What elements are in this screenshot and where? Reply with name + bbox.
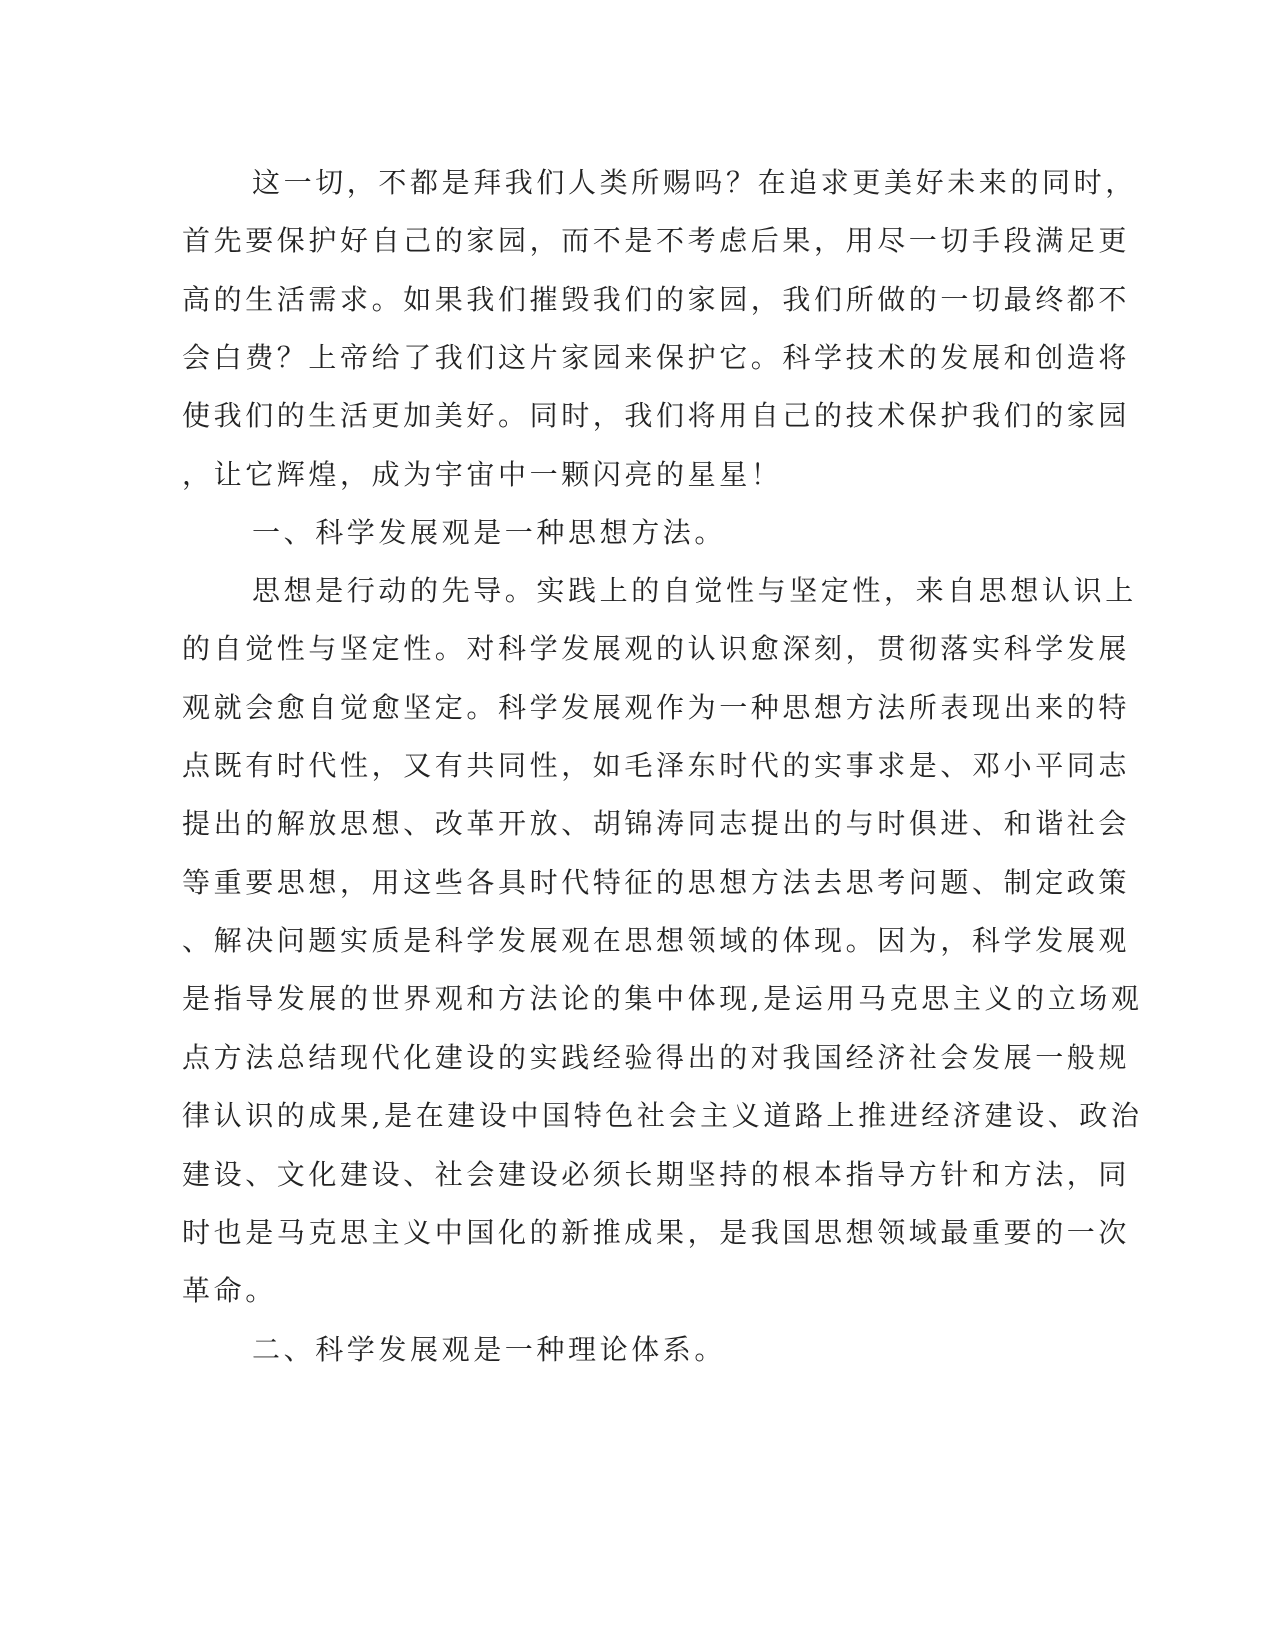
paragraph-1-line: 会白费？上帝给了我们这片家园来保护它。科学技术的发展和创造将 (182, 341, 1131, 374)
paragraph-2-line: 的自觉性与坚定性。对科学发展观的认识愈深刻，贯彻落实科学发展 (182, 632, 1131, 665)
paragraph-2-line: 、解决问题实质是科学发展观在思想领域的体现。因为，科学发展观 (182, 924, 1131, 957)
paragraph-2-line: 等重要思想，用这些各具时代特征的思想方法去思考问题、制定政策 (182, 866, 1131, 899)
section-heading-2: 二、科学发展观是一种理论体系。 (252, 1333, 727, 1366)
paragraph-2-line: 革命。 (182, 1274, 277, 1307)
paragraph-1-line: ，让它辉煌，成为宇宙中一颗闪亮的星星！ (182, 458, 783, 491)
paragraph-2-line: 是指导发展的世界观和方法论的集中体现,是运用马克思主义的立场观 (182, 982, 1143, 1015)
paragraph-1-line: 高的生活需求。如果我们摧毁我们的家园，我们所做的一切最终都不 (182, 283, 1131, 316)
paragraph-2-line: 时也是马克思主义中国化的新推成果，是我国思想领域最重要的一次 (182, 1216, 1131, 1249)
paragraph-1-line: 这一切，不都是拜我们人类所赐吗？在追求更美好未来的同时， (252, 166, 1137, 199)
paragraph-2-line: 提出的解放思想、改革开放、胡锦涛同志提出的与时俱进、和谐社会 (182, 807, 1131, 840)
paragraph-1-line: 使我们的生活更加美好。同时，我们将用自己的技术保护我们的家园 (182, 399, 1131, 432)
paragraph-1-line: 首先要保护好自己的家园，而不是不考虑后果，用尽一切手段满足更 (182, 224, 1131, 257)
paragraph-2-line: 律认识的成果,是在建设中国特色社会主义道路上推进经济建设、政治 (182, 1099, 1143, 1132)
section-heading-1: 一、科学发展观是一种思想方法。 (252, 516, 727, 549)
paragraph-2-line: 建设、文化建设、社会建设必须长期坚持的根本指导方针和方法，同 (182, 1158, 1131, 1191)
paragraph-2-line: 点既有时代性，又有共同性，如毛泽东时代的实事求是、邓小平同志 (182, 749, 1131, 782)
paragraph-2-line: 点方法总结现代化建设的实践经验得出的对我国经济社会发展一般规 (182, 1041, 1131, 1074)
paragraph-2-line: 思想是行动的先导。实践上的自觉性与坚定性，来自思想认识上 (252, 574, 1137, 607)
paragraph-2-line: 观就会愈自觉愈坚定。科学发展观作为一种思想方法所表现出来的特 (182, 691, 1131, 724)
